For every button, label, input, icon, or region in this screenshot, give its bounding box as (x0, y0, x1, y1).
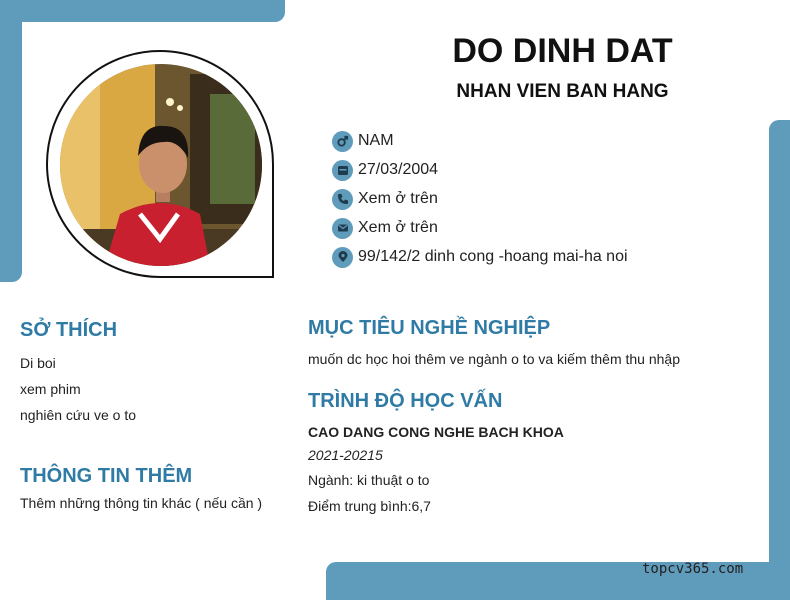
contact-phone (332, 188, 438, 210)
contact-gender-value: NAM (358, 132, 394, 149)
contact-email (332, 217, 438, 239)
extra-info-text: Thêm những thông tin khác ( nếu cần ) (20, 495, 263, 511)
photo-frame (46, 50, 274, 278)
hobbies-title: SỞ THÍCH (20, 319, 118, 341)
education-period: 2021-20215 (308, 447, 383, 463)
education-school: CAO DANG CONG NGHE BACH KHOA (308, 424, 564, 440)
candidate-name: DO DINH DAT (452, 32, 673, 70)
education-title: TRÌNH ĐỘ HỌC VẤN (308, 390, 503, 412)
job-title: NHAN VIEN BAN HANG (456, 81, 669, 102)
hobby-item: xem phim (20, 381, 81, 397)
extra-info-title: THÔNG TIN THÊM (20, 465, 193, 487)
contact-address-value: 99/142/2 dinh cong -hoang mai-ha noi (358, 248, 628, 265)
contact-phone-value: Xem ở trên (358, 190, 438, 207)
phone-icon (332, 189, 353, 210)
gender-icon (332, 131, 353, 152)
profile-photo (60, 64, 262, 266)
education-major: Ngành: ki thuật o to (308, 472, 430, 488)
contact-email-value: Xem ở trên (358, 219, 438, 236)
watermark-text: topcv365.com (642, 561, 744, 577)
email-icon (332, 218, 353, 239)
education-gpa: Điểm trung bình:6,7 (308, 498, 431, 514)
top-left-accent-bar (0, 0, 285, 22)
contact-birthdate (332, 159, 438, 181)
contact-address (332, 246, 628, 268)
contact-gender (332, 130, 394, 152)
right-accent-bar (769, 120, 790, 600)
career-objective-title: MỤC TIÊU NGHỀ NGHIỆP (308, 317, 551, 339)
calendar-icon (332, 160, 353, 181)
hobby-item: Di boi (20, 355, 56, 371)
career-objective-text: muốn dc học hoi thêm ve ngành o to va kiếm thêm thu nhập (308, 351, 681, 367)
left-accent-bar (0, 0, 22, 282)
hobby-item: nghiên cứu ve o to (20, 407, 137, 423)
location-icon (332, 247, 353, 268)
contact-birthdate-value: 27/03/2004 (358, 161, 439, 178)
